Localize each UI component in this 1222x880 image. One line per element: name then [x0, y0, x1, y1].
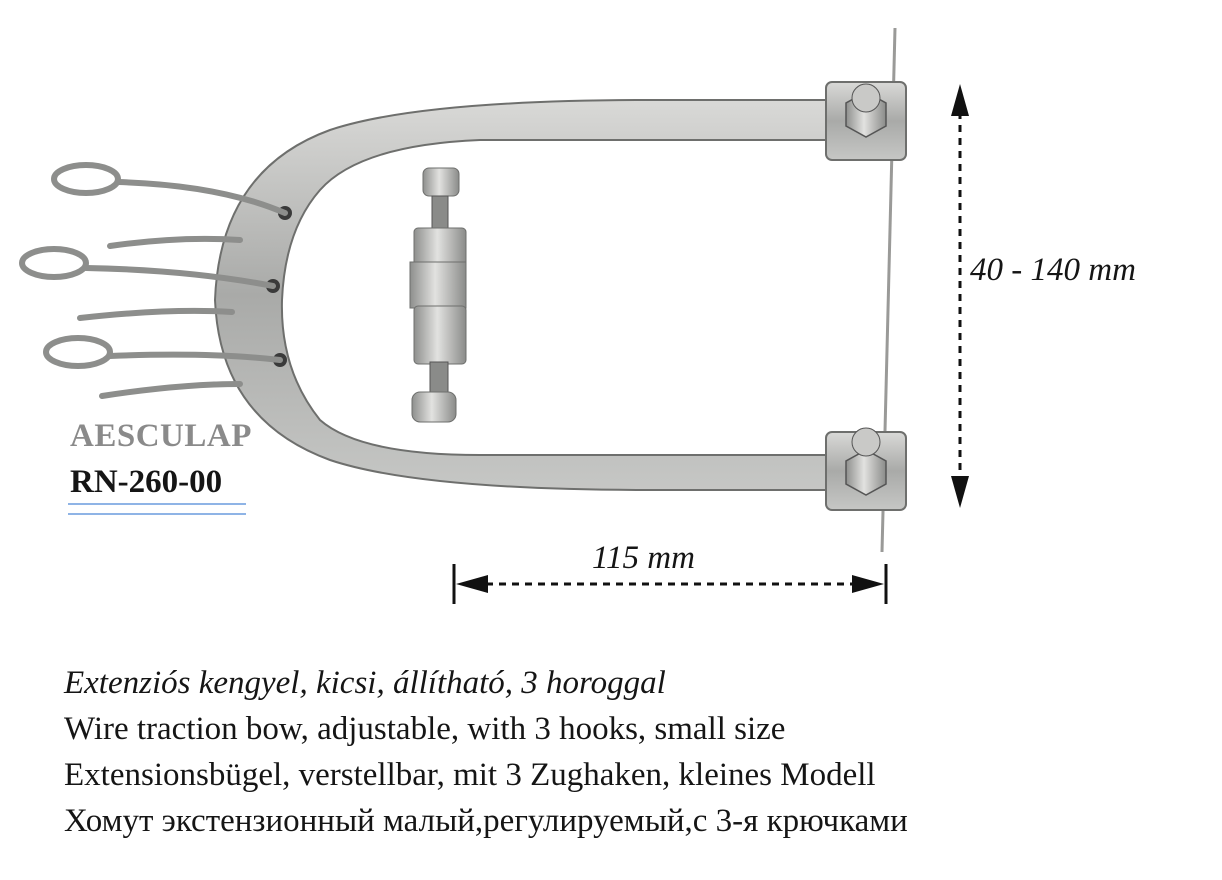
- description-english: Wire traction bow, adjustable, with 3 hooks, small size: [64, 711, 786, 747]
- description-german: Extensionsbügel, verstellbar, mit 3 Zughaken, kleines Modell: [64, 757, 876, 793]
- traction-bow: [215, 100, 842, 490]
- lower-wire-clamp: [826, 428, 906, 510]
- dimension-label-span: 40 - 140 mm: [970, 252, 1136, 288]
- dimension-label-length: 115 mm: [592, 540, 695, 576]
- description-russian: Хомут экстензионный малый,регулируемый,с 3-я крючками: [64, 803, 908, 839]
- upper-wire-clamp: [826, 82, 906, 160]
- description-hungarian: Extenziós kengyel, kicsi, állítható, 3 horoggal: [64, 665, 666, 701]
- product-code-underline: [68, 503, 246, 515]
- vertical-dimension-arrow: [951, 84, 969, 508]
- product-code: RN-260-00: [70, 464, 223, 500]
- brand-name: AESCULAP: [70, 418, 252, 454]
- adjustment-screw: [410, 168, 466, 422]
- description-block: [64, 660, 908, 844]
